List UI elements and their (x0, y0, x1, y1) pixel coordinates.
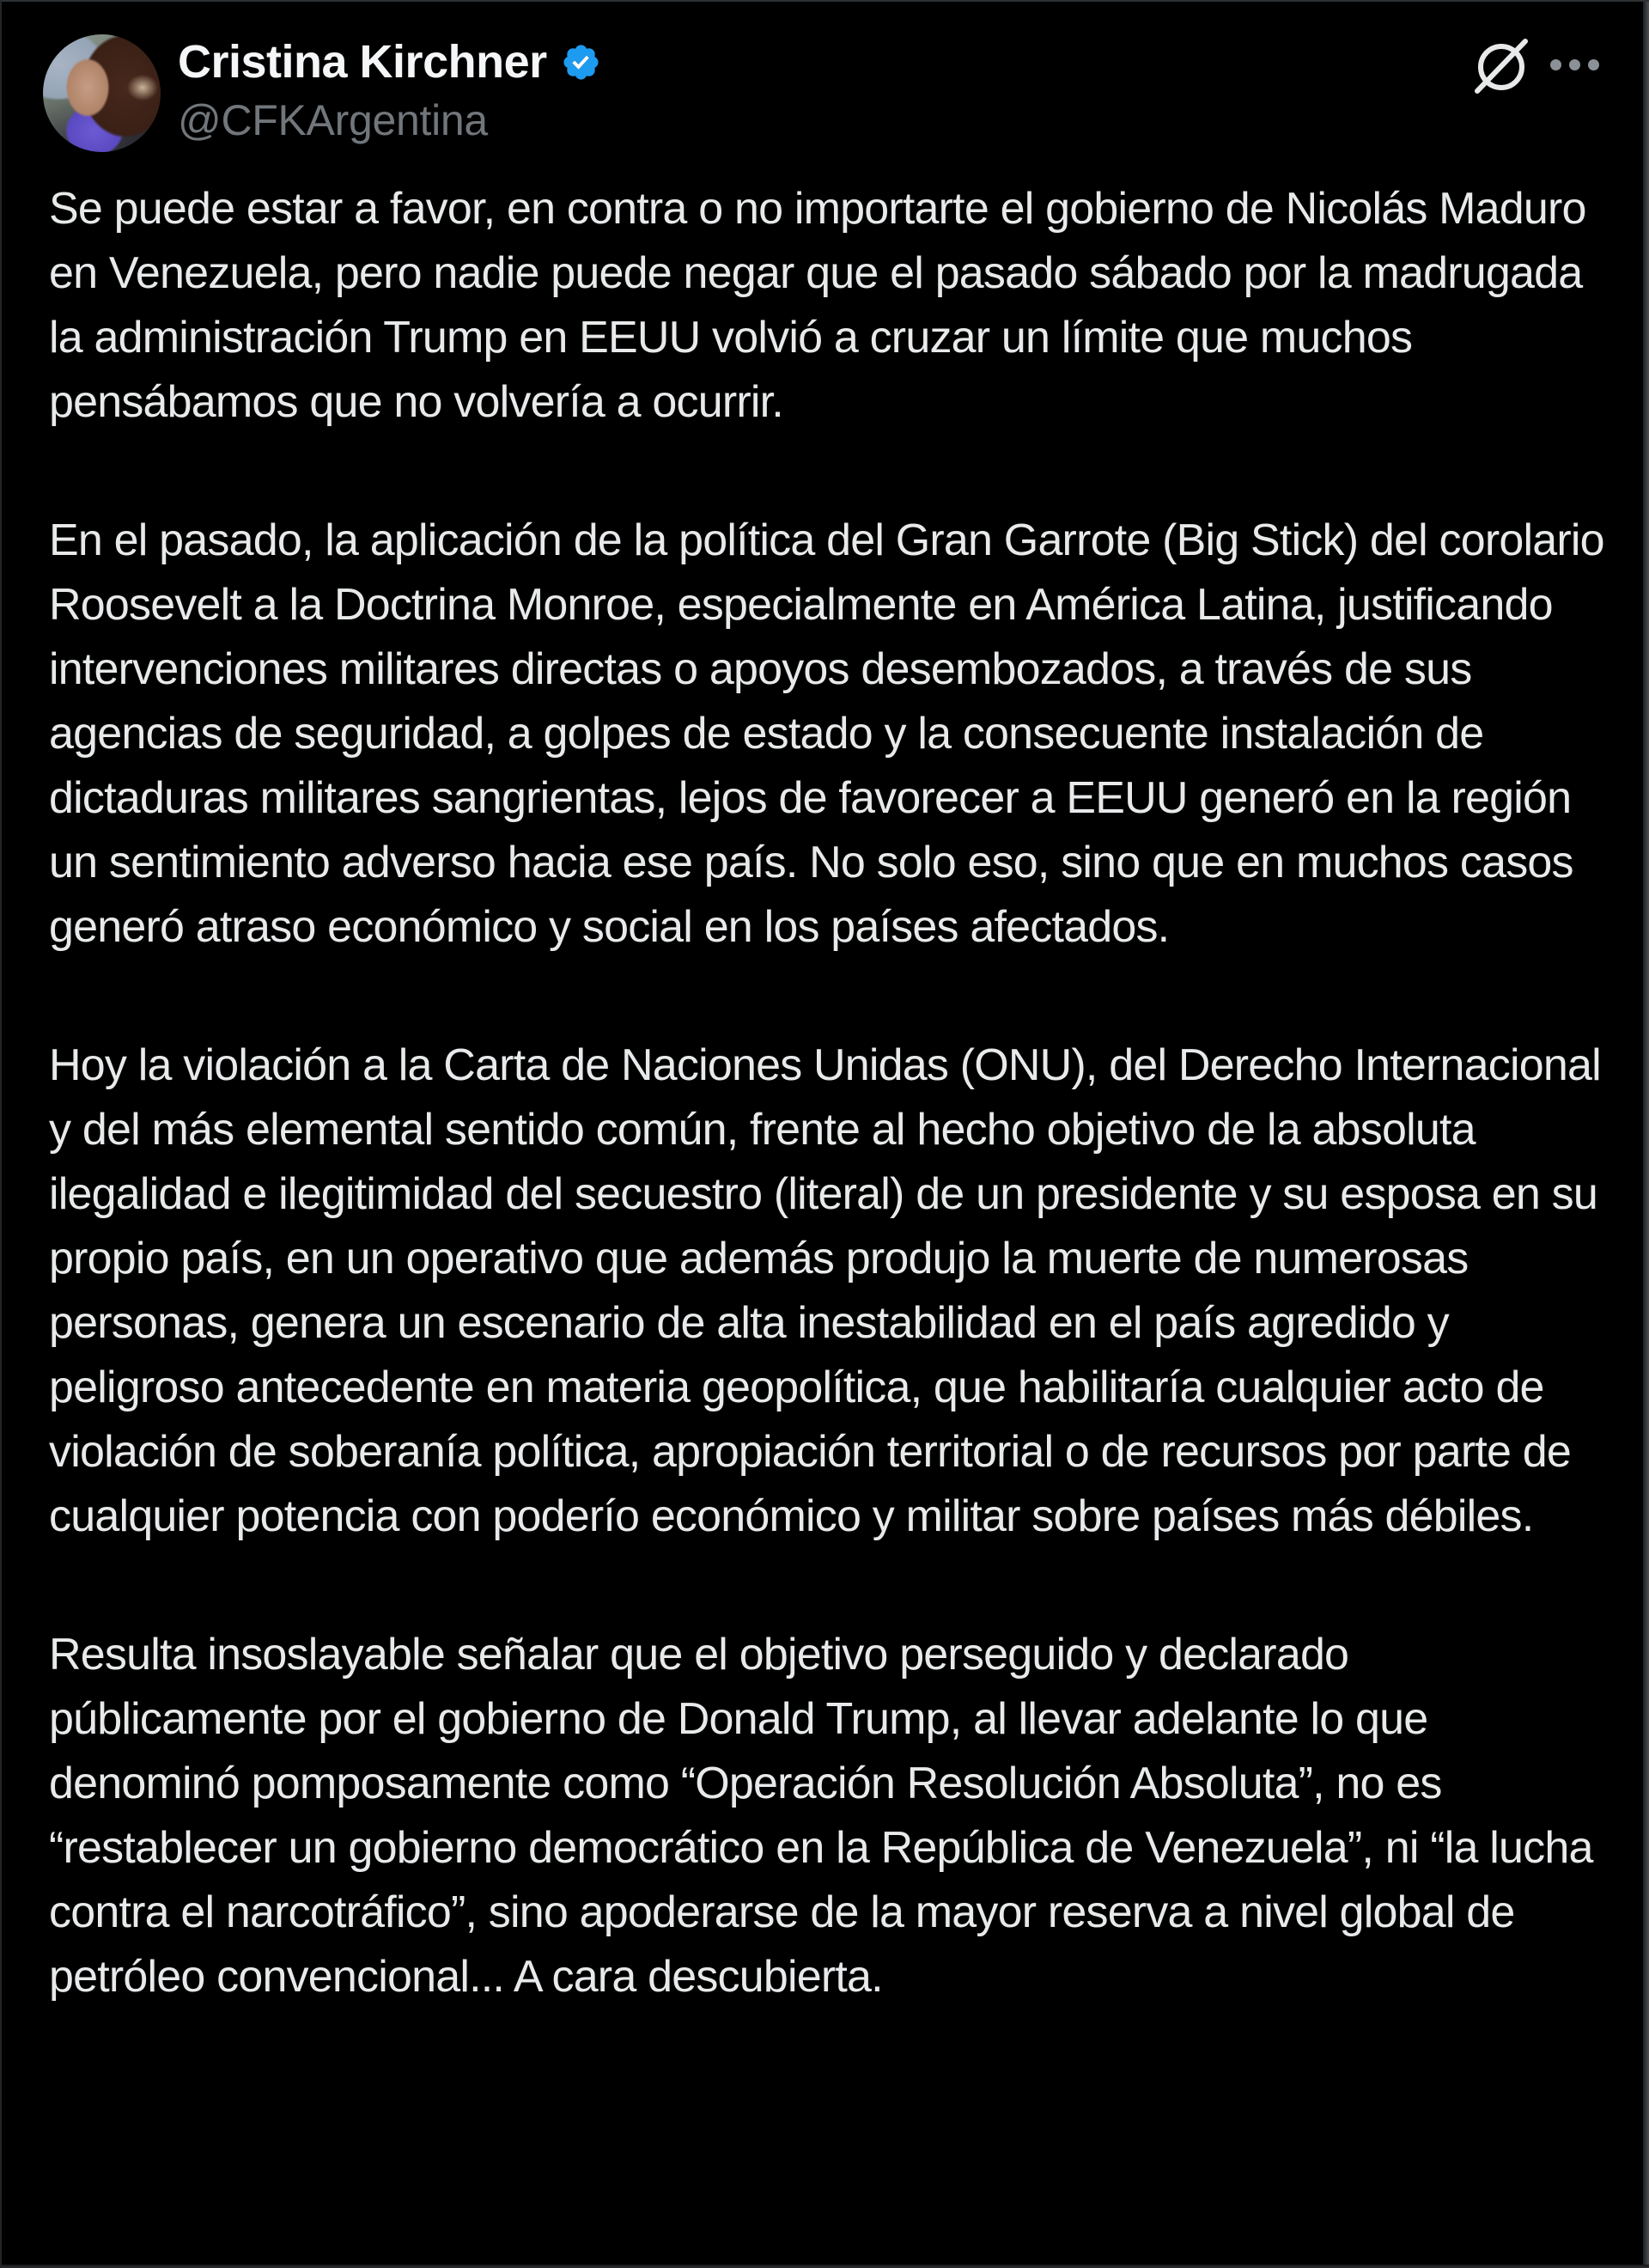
tweet-body (49, 177, 1616, 2009)
verified-badge-icon (561, 42, 601, 82)
tweet-paragraph: Resulta insoslayable señalar que el objetivo perseguido y declarado públicamente por el gobierno de Donald Trump, al llevar adelante lo que denominó pomposamente como “Operación Resolución Absoluta”, no es “restablecer un gobierno democrático en la República de Venezuela”, ni “la lucha contra el narcotráfico”, sino apoderarse de la mayor reserva a nivel global de petróleo convencional... A cara descubierta. (49, 1630, 1593, 2002)
grok-button[interactable] (1469, 33, 1534, 98)
display-name[interactable]: Cristina Kirchner (178, 36, 547, 88)
window-right-edge (1643, 2, 1649, 2268)
grok-icon (1469, 33, 1534, 98)
window-bottom-edge (2, 2265, 1649, 2268)
user-handle: @CFKArgentina (178, 96, 488, 144)
more-options-icon (1588, 59, 1599, 70)
tweet-paragraph: Se puede estar a favor, en contra o no importarte el gobierno de Nicolás Maduro en Venezuela, pero nadie puede negar que el pasado sábado por la madrugada la administración Trump en EEUU volvió a cruzar un límite que muchos pensábamos que no volvería a ocurrir. (49, 184, 1586, 427)
more-options-icon (1550, 59, 1561, 70)
profile-avatar[interactable] (43, 34, 161, 152)
user-identity (178, 36, 601, 144)
tweet-paragraph: En el pasado, la aplicación de la política del Gran Garrote (Big Stick) del corolario Roosevelt a la Doctrina Monroe, especialmente en América Latina, justificando intervenciones militares directas o apoyos desembozados, a través de sus agencias de seguridad, a golpes de estado y la consecuente instalación de dictaduras militares sangrientas, lejos de favorecer a EEUU generó en la región un sentimiento adverso hacia ese país. No solo eso, sino que en muchos casos generó atraso económico y social en los países afectados. (49, 515, 1604, 952)
more-options-icon (1569, 59, 1580, 70)
tweet-paragraph: Hoy la violación a la Carta de Naciones Unidas (ONU), del Derecho Internacional y del más elemental sentido común, frente al hecho objetivo de la absoluta ilegalidad e ilegitimidad del secuestro (literal) de un presidente y su esposa en su propio país, en un operativo que además produjo la muerte de numerosas personas, genera un escenario de alta inestabilidad en el país agredido y peligroso antecedente en materia geopolítica, que habilitaría cualquier acto de violación de soberanía política, apropiación territorial o de recursos por parte de cualquier potencia con poderío económico y militar sobre países más débiles. (49, 1040, 1601, 1541)
more-options-button[interactable] (1544, 43, 1604, 86)
